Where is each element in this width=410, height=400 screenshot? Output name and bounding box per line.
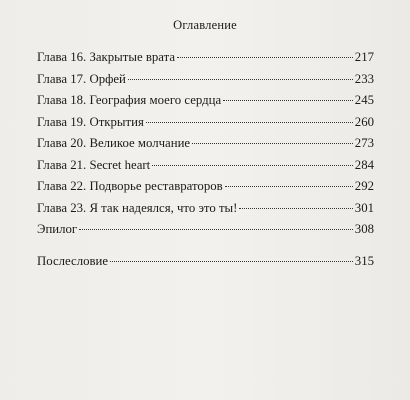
toc-entry-page: 260 <box>354 114 374 129</box>
dot-leader <box>79 229 353 230</box>
toc-entry <box>37 72 374 94</box>
toc-entry-page: 308 <box>354 222 374 236</box>
toc-entry-epilogue <box>37 222 374 244</box>
toc-entry-page: 301 <box>354 200 374 215</box>
dot-leader <box>152 165 353 166</box>
page-title: Оглавление <box>173 18 237 32</box>
toc-entry-page: 292 <box>354 179 374 193</box>
toc-entry-page: 233 <box>354 71 374 86</box>
toc-entry-page: 284 <box>354 157 374 172</box>
dot-leader <box>110 261 353 262</box>
dot-leader <box>223 100 353 101</box>
dot-leader <box>239 208 352 209</box>
toc-entry-label: Послесловие <box>37 253 109 268</box>
toc-entry-label: Глава 19. Открытия <box>37 114 144 129</box>
dot-leader <box>128 79 353 80</box>
dot-leader <box>225 186 353 187</box>
dot-leader <box>146 122 353 123</box>
toc-entry-label: Глава 20. Великое молчание <box>37 136 191 150</box>
toc-entry-label: Глава 17. Орфей <box>37 71 126 86</box>
dot-leader <box>177 57 353 58</box>
toc-entry <box>37 158 374 180</box>
toc-entry-label: Глава 22. Подворье реставраторов <box>37 179 223 193</box>
toc-entry-label: Глава 23. Я так надеялся, что это ты! <box>37 200 238 215</box>
toc-entry-label: Эпилог <box>37 222 78 236</box>
table-of-contents <box>37 50 374 275</box>
toc-entry <box>37 50 374 72</box>
dot-leader <box>192 143 353 144</box>
toc-entry-page: 273 <box>354 136 374 150</box>
toc-entry <box>37 179 374 201</box>
toc-entry-label: Глава 21. Secret heart <box>37 157 151 172</box>
toc-entry-afterword <box>37 254 374 276</box>
toc-entry <box>37 93 374 115</box>
toc-entry-page: 315 <box>354 253 374 268</box>
toc-entry-label: Глава 18. География моего сердца <box>37 93 222 107</box>
toc-entry-page: 245 <box>354 93 374 107</box>
toc-entry-label: Глава 16. Закрытые врата <box>37 50 176 64</box>
toc-entry-page: 217 <box>354 50 374 64</box>
toc-entry <box>37 115 374 137</box>
toc-entry <box>37 136 374 158</box>
toc-entry <box>37 201 374 223</box>
